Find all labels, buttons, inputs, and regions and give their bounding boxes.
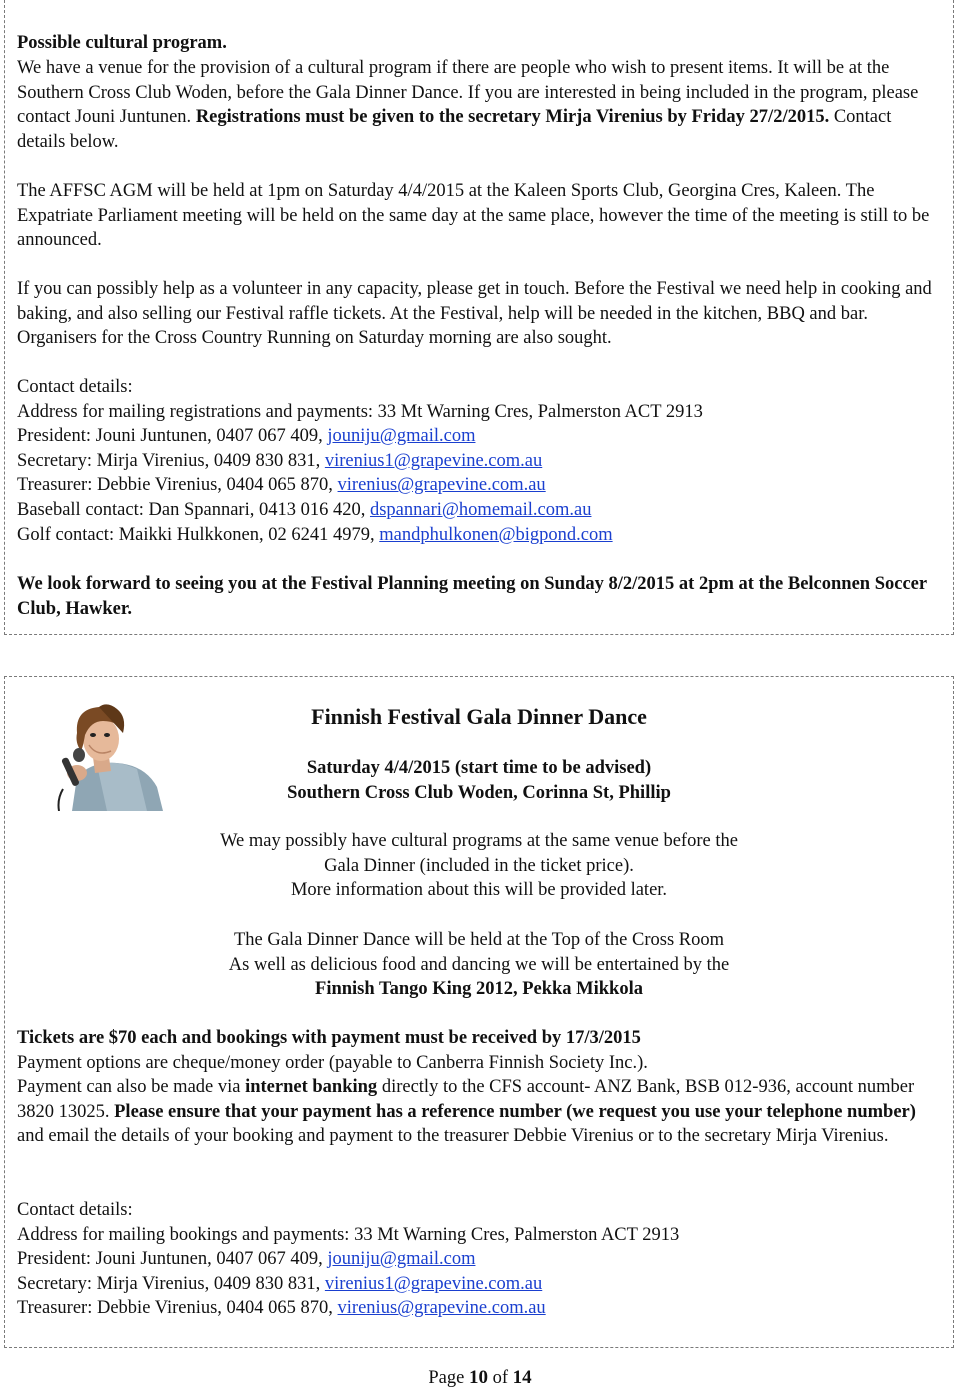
treasurer-email-link[interactable]: virenius@grapevine.com.au bbox=[337, 1298, 546, 1319]
agm-paragraph: The AFFSC AGM will be held at 1pm on Saturday 4/4/2015 at the Kaleen Sports Club, Georgina Cres, Kaleen. The Expatriate Parliament meeting will be held on the same day at the same place, however the time of the meeting is still to be announced. bbox=[17, 181, 930, 251]
president-email-link[interactable]: jouniju@gmail.com bbox=[327, 1249, 476, 1270]
event-venue: Southern Cross Club Woden, Corinna St, Phillip bbox=[287, 782, 671, 803]
gala-dinner-section bbox=[4, 676, 954, 1348]
contact-block-2 bbox=[17, 1198, 941, 1321]
president-contact: President: Jouni Juntunen, 0407 067 409, jouniju@gmail.com bbox=[17, 1249, 476, 1270]
mailing-address: Address for mailing bookings and payments: 33 Mt Warning Cres, Palmerston ACT 2913 bbox=[17, 1224, 680, 1245]
closing-paragraph: We look forward to seeing you at the Festival Planning meeting on Sunday 8/2/2015 at 2pm at the Belconnen Soccer Club, Hawker. bbox=[17, 574, 927, 619]
baseball-email-link[interactable]: dspannari@homemail.com.au bbox=[369, 499, 592, 520]
president-email-link[interactable]: jouniju@gmail.com bbox=[327, 426, 476, 447]
cultural-info bbox=[17, 829, 941, 903]
room-line-1: The Gala Dinner Dance will be held at the Top of the Cross Room bbox=[233, 930, 725, 950]
event-date-venue bbox=[17, 756, 941, 805]
event-date: Saturday 4/4/2015 (start time to be advised) bbox=[306, 758, 652, 778]
info-line-1: We may possibly have cultural programs at the same venue before the bbox=[220, 831, 738, 851]
secretary-email-link[interactable]: virenius1@grapevine.com.au bbox=[324, 450, 543, 471]
room-line-2: As well as delicious food and dancing we will be entertained by the bbox=[228, 954, 730, 975]
room-info bbox=[17, 928, 941, 1002]
event-title: Finnish Festival Gala Dinner Dance bbox=[311, 704, 647, 729]
baseball-contact: Baseball contact: Dan Spannari, 0413 016 420, dspannari@homemail.com.au bbox=[17, 499, 592, 520]
treasurer-email-link[interactable]: virenius@grapevine.com.au bbox=[337, 475, 546, 496]
contact-heading: Contact details: bbox=[17, 377, 133, 397]
page-number: Page 10 of 14 bbox=[428, 1367, 532, 1388]
treasurer-contact: Treasurer: Debbie Virenius, 0404 065 870, virenius@grapevine.com.au bbox=[17, 475, 546, 496]
golf-contact: Golf contact: Maikki Hulkkonen, 02 6241 4979, mandphulkonen@bigpond.com bbox=[17, 524, 613, 545]
secretary-email-link[interactable]: virenius1@grapevine.com.au bbox=[324, 1273, 543, 1294]
golf-email-link[interactable]: mandphulkonen@bigpond.com bbox=[379, 524, 613, 545]
cultural-program-section bbox=[4, 0, 954, 635]
president-contact: President: Jouni Juntunen, 0407 067 409, jouniju@gmail.com bbox=[17, 426, 476, 447]
contact-block bbox=[17, 375, 941, 547]
secretary-contact: Secretary: Mirja Virenius, 0409 830 831, virenius1@grapevine.com.au bbox=[17, 1273, 543, 1294]
mailing-address: Address for mailing registrations and payments: 33 Mt Warning Cres, Palmerston ACT 2913 bbox=[17, 401, 703, 422]
section-heading: Possible cultural program. bbox=[17, 33, 227, 53]
contact-heading: Contact details: bbox=[17, 1200, 133, 1220]
volunteer-paragraph: If you can possibly help as a volunteer in any capacity, please get in touch. Before the Festival we need help in cooking and baking, and also selling our Festival raffle tickets. At the Festival, help will be needed in the kitchen, BBQ and bar. Organisers for the Cross Country Running on Saturday morning are also sought. bbox=[17, 279, 932, 349]
secretary-contact: Secretary: Mirja Virenius, 0409 830 831, virenius1@grapevine.com.au bbox=[17, 450, 543, 471]
info-line-2: Gala Dinner (included in the ticket price). bbox=[324, 855, 634, 876]
info-line-3: More information about this will be provided later. bbox=[290, 880, 668, 901]
treasurer-contact: Treasurer: Debbie Virenius, 0404 065 870, virenius@grapevine.com.au bbox=[17, 1298, 546, 1319]
tickets-paragraph: Tickets are $70 each and bookings with payment must be received by 17/3/2015 Payment options are cheque/money order (payable to Canberra Finnish Society Inc.). Payment can also be made via internet banking directly to the CFS account- ANZ Bank, BSB 012-936, account number 3820 13025. Please ensure that your payment has a reference number (we request you use your telephone number) and email the details of your booking and payment to the treasurer Debbie Virenius or to the secretary Mirja Virenius. bbox=[17, 1028, 916, 1147]
performer-line: Finnish Tango King 2012, Pekka Mikkola bbox=[315, 979, 643, 1000]
intro-paragraph: We have a venue for the provision of a cultural program if there are people who wish to present items. It will be at the Southern Cross Club Woden, before the Gala Dinner Dance. If you are interested in being included in the program, please contact Jouni Juntunen. Registrations must be given to the secretary Mirja Virenius by Friday 27/2/2015. Contact details below. bbox=[17, 58, 919, 152]
